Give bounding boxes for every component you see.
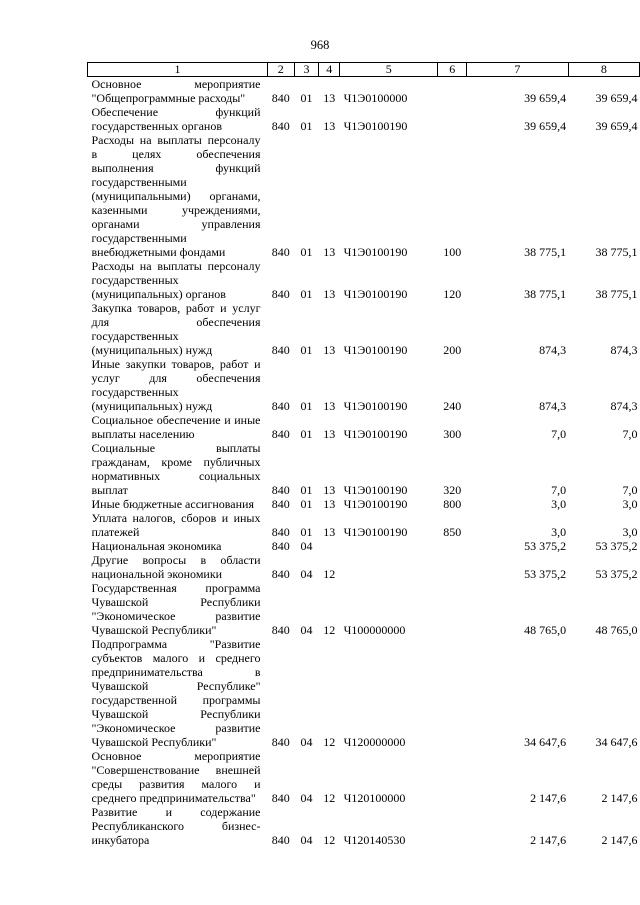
cell-section: 01 bbox=[300, 91, 313, 105]
cell-amount-b: 3,0 bbox=[622, 525, 638, 539]
cell-ministry: 840 bbox=[271, 567, 290, 581]
table-row bbox=[88, 259, 640, 301]
row-description: Расходы на выплаты персоналу в целях обеспечения выполнения функций государственными (муниципальными) органами, казенными учреждениями, органами управления государственными внебюджетными фондами bbox=[91, 133, 261, 259]
cell-amount-a: 3,0 bbox=[551, 525, 567, 539]
cell-amount-a: 3,0 bbox=[551, 497, 567, 511]
cell-expense-type: 120 bbox=[443, 287, 462, 301]
cell-expense-type: 100 bbox=[443, 245, 462, 259]
cell-section: 04 bbox=[300, 833, 313, 847]
header-row bbox=[88, 63, 640, 77]
cell-amount-b: 38 775,1 bbox=[595, 245, 638, 259]
cell-subsection: 12 bbox=[323, 567, 336, 581]
row-description: Другие вопросы в области национальной экономики bbox=[91, 553, 261, 581]
column-header: 7 bbox=[467, 63, 569, 77]
cell-section: 01 bbox=[300, 343, 313, 357]
cell-amount-a: 874,3 bbox=[539, 343, 567, 357]
cell-amount-b: 7,0 bbox=[622, 427, 638, 441]
cell-amount-a: 53 375,2 bbox=[524, 539, 567, 553]
cell-amount-b: 53 375,2 bbox=[595, 567, 638, 581]
row-description: Развитие и содержание Республиканского бизнес-инкубатора bbox=[91, 805, 261, 847]
cell-subsection: 13 bbox=[323, 483, 336, 497]
cell-ministry: 840 bbox=[271, 623, 290, 637]
cell-section: 04 bbox=[300, 539, 313, 553]
table-row bbox=[88, 441, 640, 497]
cell-subsection: 13 bbox=[323, 119, 336, 133]
row-description: Иные бюджетные ассигнования bbox=[91, 497, 254, 511]
cell-subsection: 12 bbox=[323, 735, 336, 749]
cell-target-article: Ч1Э0100000 bbox=[343, 91, 408, 105]
cell-section: 04 bbox=[300, 735, 313, 749]
cell-amount-b: 3,0 bbox=[622, 497, 638, 511]
cell-subsection: 13 bbox=[323, 525, 336, 539]
table-row bbox=[88, 105, 640, 133]
cell-target-article: Ч1Э0100190 bbox=[343, 525, 408, 539]
table-row bbox=[88, 749, 640, 805]
cell-target-article: Ч120140530 bbox=[343, 833, 406, 847]
cell-expense-type bbox=[438, 539, 467, 553]
table-row bbox=[88, 511, 640, 539]
cell-ministry: 840 bbox=[271, 525, 290, 539]
cell-subsection: 13 bbox=[323, 497, 336, 511]
cell-amount-b: 874,3 bbox=[610, 343, 638, 357]
cell-subsection: 13 bbox=[323, 399, 336, 413]
cell-amount-b: 34 647,6 bbox=[595, 735, 638, 749]
row-description: Подпрограмма "Развитие субъектов малого и среднего предпринимательства в Чувашской Республике" государственной программы Чувашской Республики "Экономическое развитие Чувашской Республики" bbox=[91, 637, 261, 749]
cell-amount-b: 7,0 bbox=[622, 483, 638, 497]
cell-ministry: 840 bbox=[271, 91, 290, 105]
row-description: Основное мероприятие "Общепрограммные расходы" bbox=[91, 77, 261, 105]
cell-amount-a: 34 647,6 bbox=[524, 735, 567, 749]
row-description: Основное мероприятие "Совершенствование внешней среды развития малого и среднего предпринимательства" bbox=[91, 749, 261, 805]
cell-target-article: Ч1Э0100190 bbox=[343, 497, 408, 511]
cell-amount-a: 2 147,6 bbox=[530, 833, 567, 847]
cell-amount-a: 39 659,4 bbox=[524, 91, 567, 105]
row-description: Закупка товаров, работ и услуг для обеспечения государственных (муниципальных) нужд bbox=[91, 301, 261, 357]
cell-ministry: 840 bbox=[271, 119, 290, 133]
row-description: Социальные выплаты гражданам, кроме публичных нормативных социальных выплат bbox=[91, 441, 261, 497]
cell-ministry: 840 bbox=[271, 539, 290, 553]
cell-amount-a: 53 375,2 bbox=[524, 567, 567, 581]
cell-target-article: Ч1Э0100190 bbox=[343, 245, 408, 259]
cell-ministry: 840 bbox=[271, 833, 290, 847]
table-row bbox=[88, 539, 640, 553]
cell-ministry: 840 bbox=[271, 343, 290, 357]
cell-section: 01 bbox=[300, 497, 313, 511]
cell-ministry: 840 bbox=[271, 791, 290, 805]
cell-section: 01 bbox=[300, 399, 313, 413]
cell-target-article: Ч1Э0100190 bbox=[343, 343, 408, 357]
cell-amount-b: 53 375,2 bbox=[595, 539, 638, 553]
column-header: 5 bbox=[340, 63, 438, 77]
table-row bbox=[88, 133, 640, 259]
cell-expense-type bbox=[438, 805, 467, 847]
cell-amount-a: 48 765,0 bbox=[524, 623, 567, 637]
cell-subsection: 13 bbox=[323, 245, 336, 259]
column-header: 1 bbox=[88, 63, 268, 77]
table-row bbox=[88, 357, 640, 413]
cell-amount-b: 39 659,4 bbox=[595, 119, 638, 133]
cell-section: 04 bbox=[300, 567, 313, 581]
cell-amount-b: 874,3 bbox=[610, 399, 638, 413]
cell-ministry: 840 bbox=[271, 735, 290, 749]
cell-expense-type bbox=[438, 749, 467, 805]
cell-ministry: 840 bbox=[271, 497, 290, 511]
cell-target-article: Ч120000000 bbox=[343, 735, 406, 749]
cell-expense-type: 320 bbox=[443, 483, 462, 497]
row-description: Государственная программа Чувашской Республики "Экономическое развитие Чувашской Республики" bbox=[91, 581, 261, 637]
row-description: Социальное обеспечение и иные выплаты населению bbox=[91, 413, 261, 441]
cell-expense-type bbox=[438, 553, 467, 581]
cell-target-article: Ч1Э0100190 bbox=[343, 399, 408, 413]
cell-subsection: 13 bbox=[323, 287, 336, 301]
row-description: Расходы на выплаты персоналу государственных (муниципальных) органов bbox=[91, 259, 261, 301]
cell-amount-b: 48 765,0 bbox=[595, 623, 638, 637]
cell-amount-a: 7,0 bbox=[551, 427, 567, 441]
cell-amount-a: 39 659,4 bbox=[524, 119, 567, 133]
cell-target-article: Ч1Э0100190 bbox=[343, 427, 408, 441]
cell-section: 04 bbox=[300, 791, 313, 805]
cell-subsection bbox=[319, 539, 340, 553]
column-header: 4 bbox=[319, 63, 340, 77]
cell-expense-type: 300 bbox=[443, 427, 462, 441]
cell-subsection: 12 bbox=[323, 791, 336, 805]
table-row bbox=[88, 581, 640, 637]
cell-amount-a: 2 147,6 bbox=[530, 791, 567, 805]
cell-target-article bbox=[340, 539, 438, 553]
budget-table bbox=[87, 62, 640, 847]
cell-target-article bbox=[340, 553, 438, 581]
column-header: 8 bbox=[568, 63, 639, 77]
cell-ministry: 840 bbox=[271, 245, 290, 259]
cell-expense-type bbox=[438, 105, 467, 133]
page-number: 968 bbox=[310, 38, 330, 52]
table-row bbox=[88, 301, 640, 357]
cell-subsection: 12 bbox=[323, 833, 336, 847]
cell-expense-type bbox=[438, 77, 467, 106]
column-header: 6 bbox=[438, 63, 467, 77]
cell-ministry: 840 bbox=[271, 287, 290, 301]
cell-section: 04 bbox=[300, 623, 313, 637]
row-description: Иные закупки товаров, работ и услуг для обеспечения государственных (муниципальных) нужд bbox=[91, 357, 261, 413]
cell-subsection: 13 bbox=[323, 343, 336, 357]
table-row bbox=[88, 553, 640, 581]
cell-amount-a: 38 775,1 bbox=[524, 287, 567, 301]
cell-section: 01 bbox=[300, 119, 313, 133]
cell-target-article: Ч1Э0100190 bbox=[343, 287, 408, 301]
cell-section: 01 bbox=[300, 483, 313, 497]
column-header: 2 bbox=[267, 63, 294, 77]
cell-ministry: 840 bbox=[271, 427, 290, 441]
row-description: Уплата налогов, сборов и иных платежей bbox=[91, 511, 261, 539]
cell-amount-b: 39 659,4 bbox=[595, 91, 638, 105]
table-row bbox=[88, 805, 640, 847]
cell-amount-b: 2 147,6 bbox=[601, 791, 638, 805]
row-description: Обеспечение функций государственных органов bbox=[91, 105, 261, 133]
cell-target-article: Ч1Э0100190 bbox=[343, 483, 408, 497]
table-row bbox=[88, 497, 640, 511]
cell-amount-b: 38 775,1 bbox=[595, 287, 638, 301]
cell-amount-b: 2 147,6 bbox=[601, 833, 638, 847]
cell-expense-type: 850 bbox=[443, 525, 462, 539]
cell-subsection: 12 bbox=[323, 623, 336, 637]
cell-target-article: Ч100000000 bbox=[343, 623, 406, 637]
cell-section: 01 bbox=[300, 525, 313, 539]
cell-expense-type bbox=[438, 637, 467, 749]
cell-subsection: 13 bbox=[323, 427, 336, 441]
table-row bbox=[88, 77, 640, 106]
table-row bbox=[88, 637, 640, 749]
cell-expense-type: 800 bbox=[443, 497, 462, 511]
cell-expense-type bbox=[438, 581, 467, 637]
cell-target-article: Ч120100000 bbox=[343, 791, 406, 805]
cell-expense-type: 240 bbox=[443, 399, 462, 413]
cell-target-article: Ч1Э0100190 bbox=[343, 119, 408, 133]
cell-amount-a: 38 775,1 bbox=[524, 245, 567, 259]
table-row bbox=[88, 413, 640, 441]
cell-subsection: 13 bbox=[323, 91, 336, 105]
column-header: 3 bbox=[294, 63, 319, 77]
cell-section: 01 bbox=[300, 245, 313, 259]
row-description: Национальная экономика bbox=[91, 539, 222, 553]
cell-section: 01 bbox=[300, 287, 313, 301]
cell-section: 01 bbox=[300, 427, 313, 441]
cell-amount-a: 874,3 bbox=[539, 399, 567, 413]
cell-ministry: 840 bbox=[271, 399, 290, 413]
cell-amount-a: 7,0 bbox=[551, 483, 567, 497]
cell-expense-type: 200 bbox=[443, 343, 462, 357]
cell-ministry: 840 bbox=[271, 483, 290, 497]
